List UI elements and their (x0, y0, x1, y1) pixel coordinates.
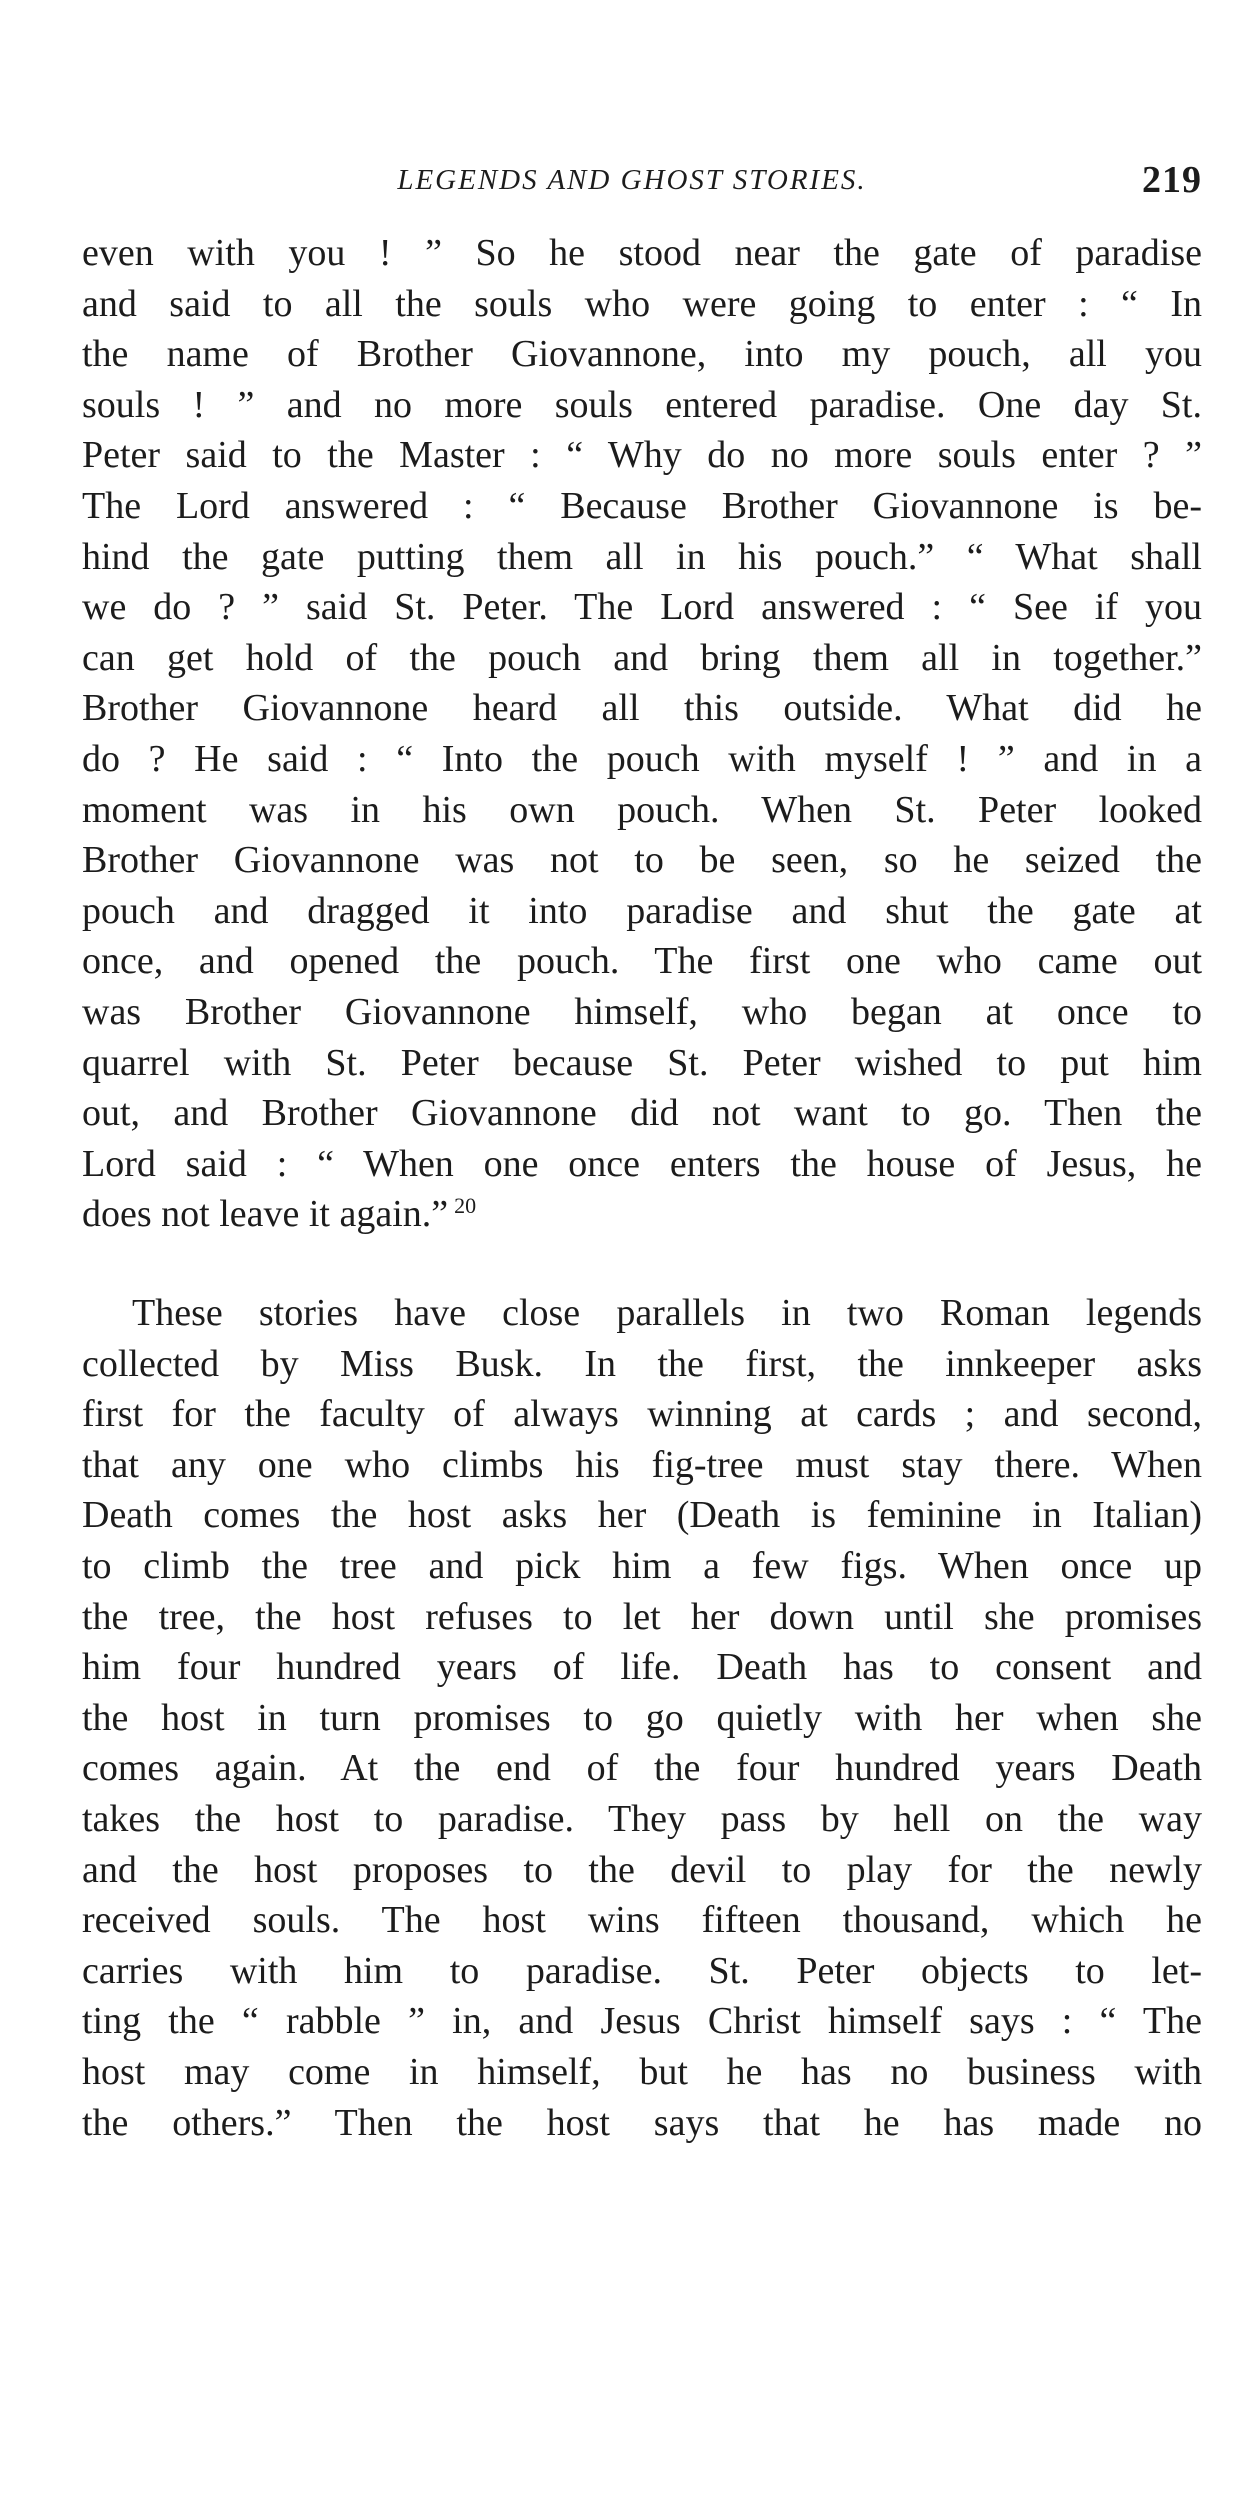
text-line: him four hundred years of life. Death has to consent and (82, 1646, 1202, 1689)
page-number: 219 (1142, 159, 1202, 201)
running-header (82, 158, 1202, 208)
text-line: ting the “ rabble ” in, and Jesus Christ himself says : “ The (82, 2000, 1202, 2043)
text-line: quarrel with St. Peter because St. Peter wished to put him (82, 1041, 1202, 1084)
text-line: we do ? ” said St. Peter. The Lord answered : “ See if you (82, 586, 1202, 629)
text-line: that any one who climbs his fig-tree must stay there. When (82, 1443, 1202, 1486)
text-line: to climb the tree and pick him a few figs. When once up (82, 1544, 1202, 1587)
text-line: host may come in himself, but he has no business with (82, 2050, 1202, 2093)
paragraph-2 (82, 1288, 1202, 2148)
text-line: pouch and dragged it into paradise and shut the gate at (82, 889, 1202, 932)
text-line: received souls. The host wins fifteen thousand, which he (82, 1899, 1202, 1942)
text-line: Lord said : “ When one once enters the house of Jesus, he (82, 1142, 1202, 1185)
text-line: collected by Miss Busk. In the first, the innkeeper asks (82, 1342, 1202, 1385)
text-line: Death comes the host asks her (Death is feminine in Italian) (82, 1494, 1202, 1537)
text-line: moment was in his own pouch. When St. Peter looked (82, 788, 1202, 831)
text-line: hind the gate putting them all in his pouch.” “ What shall (82, 535, 1202, 578)
text-line: and the host proposes to the devil to play for the newly (82, 1848, 1202, 1891)
text-line: comes again. At the end of the four hundred years Death (82, 1747, 1202, 1790)
text-line-last (82, 1189, 1202, 1240)
text-line: the tree, the host refuses to let her down until she promises (82, 1595, 1202, 1638)
text-line: does not leave it again.” (82, 1193, 449, 1236)
text-line: Peter said to the Master : “ Why do no more souls enter ? ” (82, 434, 1202, 477)
text-line: first for the faculty of always winning at cards ; and second, (82, 1393, 1202, 1436)
text-line: the name of Brother Giovannone, into my pouch, all you (82, 333, 1202, 376)
text-line: the others.” Then the host says that he has made no (82, 2101, 1202, 2144)
footnote-reference: 20 (454, 1192, 477, 1218)
text-line: The Lord answered : “ Because Brother Giovannone is be- (82, 484, 1202, 527)
text-line: do ? He said : “ Into the pouch with myself ! ” and in a (82, 737, 1202, 780)
text-line: can get hold of the pouch and bring them all in together.” (82, 636, 1202, 679)
text-line: out, and Brother Giovannone did not want to go. Then the (82, 1092, 1202, 1135)
text-line: souls ! ” and no more souls entered paradise. One day St. (82, 383, 1202, 426)
text-line: was Brother Giovannone himself, who began at once to (82, 990, 1202, 1033)
text-line: Brother Giovannone heard all this outside. What did he (82, 687, 1202, 730)
text-line: and said to all the souls who were going to enter : “ In (82, 282, 1202, 325)
text-line: even with you ! ” So he stood near the gate of paradise (82, 232, 1202, 274)
text-line: These stories have close parallels in two Roman legends (132, 1292, 1202, 1334)
text-line: Brother Giovannone was not to be seen, so he seized the (82, 839, 1202, 882)
text-line: the host in turn promises to go quietly with her when she (82, 1696, 1202, 1739)
text-line: carries with him to paradise. St. Peter objects to let- (82, 1949, 1202, 1992)
running-title: LEGENDS AND GHOST STORIES. (397, 164, 867, 196)
text-line: takes the host to paradise. They pass by hell on the way (82, 1797, 1202, 1840)
paragraph-1 (82, 228, 1202, 1240)
text-line: once, and opened the pouch. The first one who came out (82, 940, 1202, 983)
